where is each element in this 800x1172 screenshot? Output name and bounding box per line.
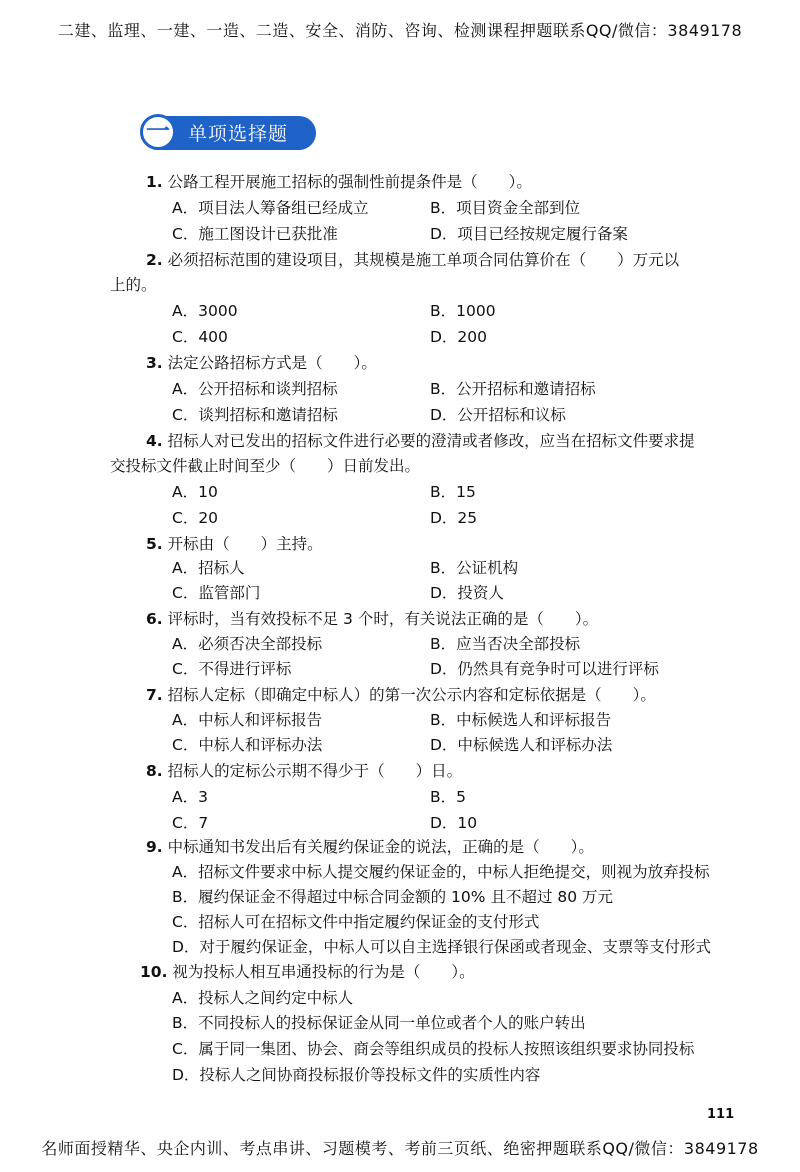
question-number: 4. bbox=[146, 432, 163, 450]
section-title: 单项选择题 bbox=[188, 123, 289, 145]
option: C．谈判招标和邀请招标 bbox=[172, 406, 338, 424]
option: A．投标人之间约定中标人 bbox=[172, 989, 354, 1007]
bottom-footer-banner: 名师面授精华、央企内训、考点串讲、习题模考、考前三页纸、绝密押题联系QQ/微信：3849178 bbox=[41, 1139, 759, 1158]
question-text: 评标时，当有效投标不足 3 个时，有关说法正确的是（ ）。 bbox=[167, 610, 599, 628]
option: C．中标人和评标办法 bbox=[172, 736, 323, 754]
question-text: 招标人定标（即确定中标人）的第一次公示内容和定标依据是（ ）。 bbox=[167, 686, 656, 704]
option: D．25 bbox=[430, 509, 478, 527]
question-stem bbox=[146, 609, 598, 629]
question-number: 2. bbox=[146, 251, 163, 269]
question-number: 8. bbox=[146, 762, 163, 780]
question-number: 6. bbox=[146, 610, 163, 628]
option: A．必须否决全部投标 bbox=[172, 635, 323, 653]
option: D．仍然具有竞争时可以进行评标 bbox=[430, 660, 659, 678]
question-text: 法定公路招标方式是（ ）。 bbox=[167, 354, 377, 372]
option: B．1000 bbox=[430, 302, 496, 320]
question-text: 招标人对已发出的招标文件进行必要的澄清或者修改，应当在招标文件要求提 bbox=[167, 432, 695, 450]
option: D．投资人 bbox=[430, 584, 504, 602]
page-number: 111 bbox=[707, 1107, 735, 1122]
option: C．不得进行评标 bbox=[172, 660, 292, 678]
question-text: 公路工程开展施工招标的强制性前提条件是（ ）。 bbox=[167, 173, 532, 191]
option: B．中标候选人和评标报告 bbox=[430, 711, 612, 729]
question-number: 1. bbox=[146, 173, 163, 191]
option: B．履约保证金不得超过中标合同金额的 10% 且不超过 80 万元 bbox=[172, 888, 614, 906]
question-text-continued: 上的。 bbox=[110, 276, 157, 294]
option: D．项目已经按规定履行备案 bbox=[430, 225, 628, 243]
question-number: 5. bbox=[146, 535, 163, 553]
option: A．3 bbox=[172, 788, 208, 806]
option: D．对于履约保证金，中标人可以自主选择银行保函或者现金、支票等支付形式 bbox=[172, 938, 711, 956]
option: B．公证机构 bbox=[430, 559, 519, 577]
option: A．招标文件要求中标人提交履约保证金的，中标人拒绝提交，则视为放弃投标 bbox=[172, 863, 710, 881]
question-stem bbox=[146, 172, 532, 192]
question-text: 中标通知书发出后有关履约保证金的说法，正确的是（ ）。 bbox=[167, 838, 594, 856]
question-stem bbox=[146, 761, 462, 781]
question-number: 7. bbox=[146, 686, 163, 704]
option: C．400 bbox=[172, 328, 228, 346]
question-text-continued: 交投标文件截止时间至少（ ）日前发出。 bbox=[110, 457, 421, 475]
option: B．15 bbox=[430, 483, 476, 501]
option: D．公开招标和议标 bbox=[430, 406, 566, 424]
question-stem bbox=[146, 431, 695, 451]
question-stem bbox=[146, 837, 594, 857]
option: B．5 bbox=[430, 788, 466, 806]
option: C．招标人可在招标文件中指定履约保证金的支付形式 bbox=[172, 913, 540, 931]
question-text: 招标人的定标公示期不得少于（ ）日。 bbox=[167, 762, 463, 780]
option: A．公开招标和谈判招标 bbox=[172, 380, 338, 398]
option: A．3000 bbox=[172, 302, 238, 320]
option: B．公开招标和邀请招标 bbox=[430, 380, 596, 398]
question-number: 3. bbox=[146, 354, 163, 372]
option: A．10 bbox=[172, 483, 218, 501]
section-number-badge: 一 bbox=[140, 114, 176, 150]
question-text: 必须招标范围的建设项目，其规模是施工单项合同估算价在（ ）万元以 bbox=[167, 251, 680, 269]
question-text: 视为投标人相互串通投标的行为是（ ）。 bbox=[172, 963, 475, 981]
option: C．7 bbox=[172, 814, 209, 832]
section-heading bbox=[140, 114, 316, 152]
option: A．中标人和评标报告 bbox=[172, 711, 323, 729]
option: B．应当否决全部投标 bbox=[430, 635, 581, 653]
question-stem bbox=[146, 685, 656, 705]
question-stem bbox=[140, 962, 475, 982]
question-stem bbox=[146, 250, 679, 270]
option: C．监管部门 bbox=[172, 584, 261, 602]
question-number: 9. bbox=[146, 838, 163, 856]
question-stem bbox=[146, 353, 377, 373]
option: C．施工图设计已获批准 bbox=[172, 225, 338, 243]
option: C．20 bbox=[172, 509, 219, 527]
option: B．项目资金全部到位 bbox=[430, 199, 581, 217]
top-header-banner: 二建、监理、一建、一造、二造、安全、消防、咨询、检测课程押题联系QQ/微信：3849178 bbox=[57, 21, 743, 40]
question-text: 开标由（ ）主持。 bbox=[167, 535, 323, 553]
option: B．不同投标人的投标保证金从同一单位或者个人的账户转出 bbox=[172, 1014, 586, 1032]
option: D．中标候选人和评标办法 bbox=[430, 736, 613, 754]
option: D．10 bbox=[430, 814, 478, 832]
option: D．投标人之间协商投标报价等投标文件的实质性内容 bbox=[172, 1066, 541, 1084]
option: C．属于同一集团、协会、商会等组织成员的投标人按照该组织要求协同投标 bbox=[172, 1040, 695, 1058]
option: D．200 bbox=[430, 328, 488, 346]
option: A．项目法人筹备组已经成立 bbox=[172, 199, 369, 217]
option: A．招标人 bbox=[172, 559, 245, 577]
question-number: 10. bbox=[140, 963, 168, 981]
question-stem bbox=[146, 534, 323, 554]
